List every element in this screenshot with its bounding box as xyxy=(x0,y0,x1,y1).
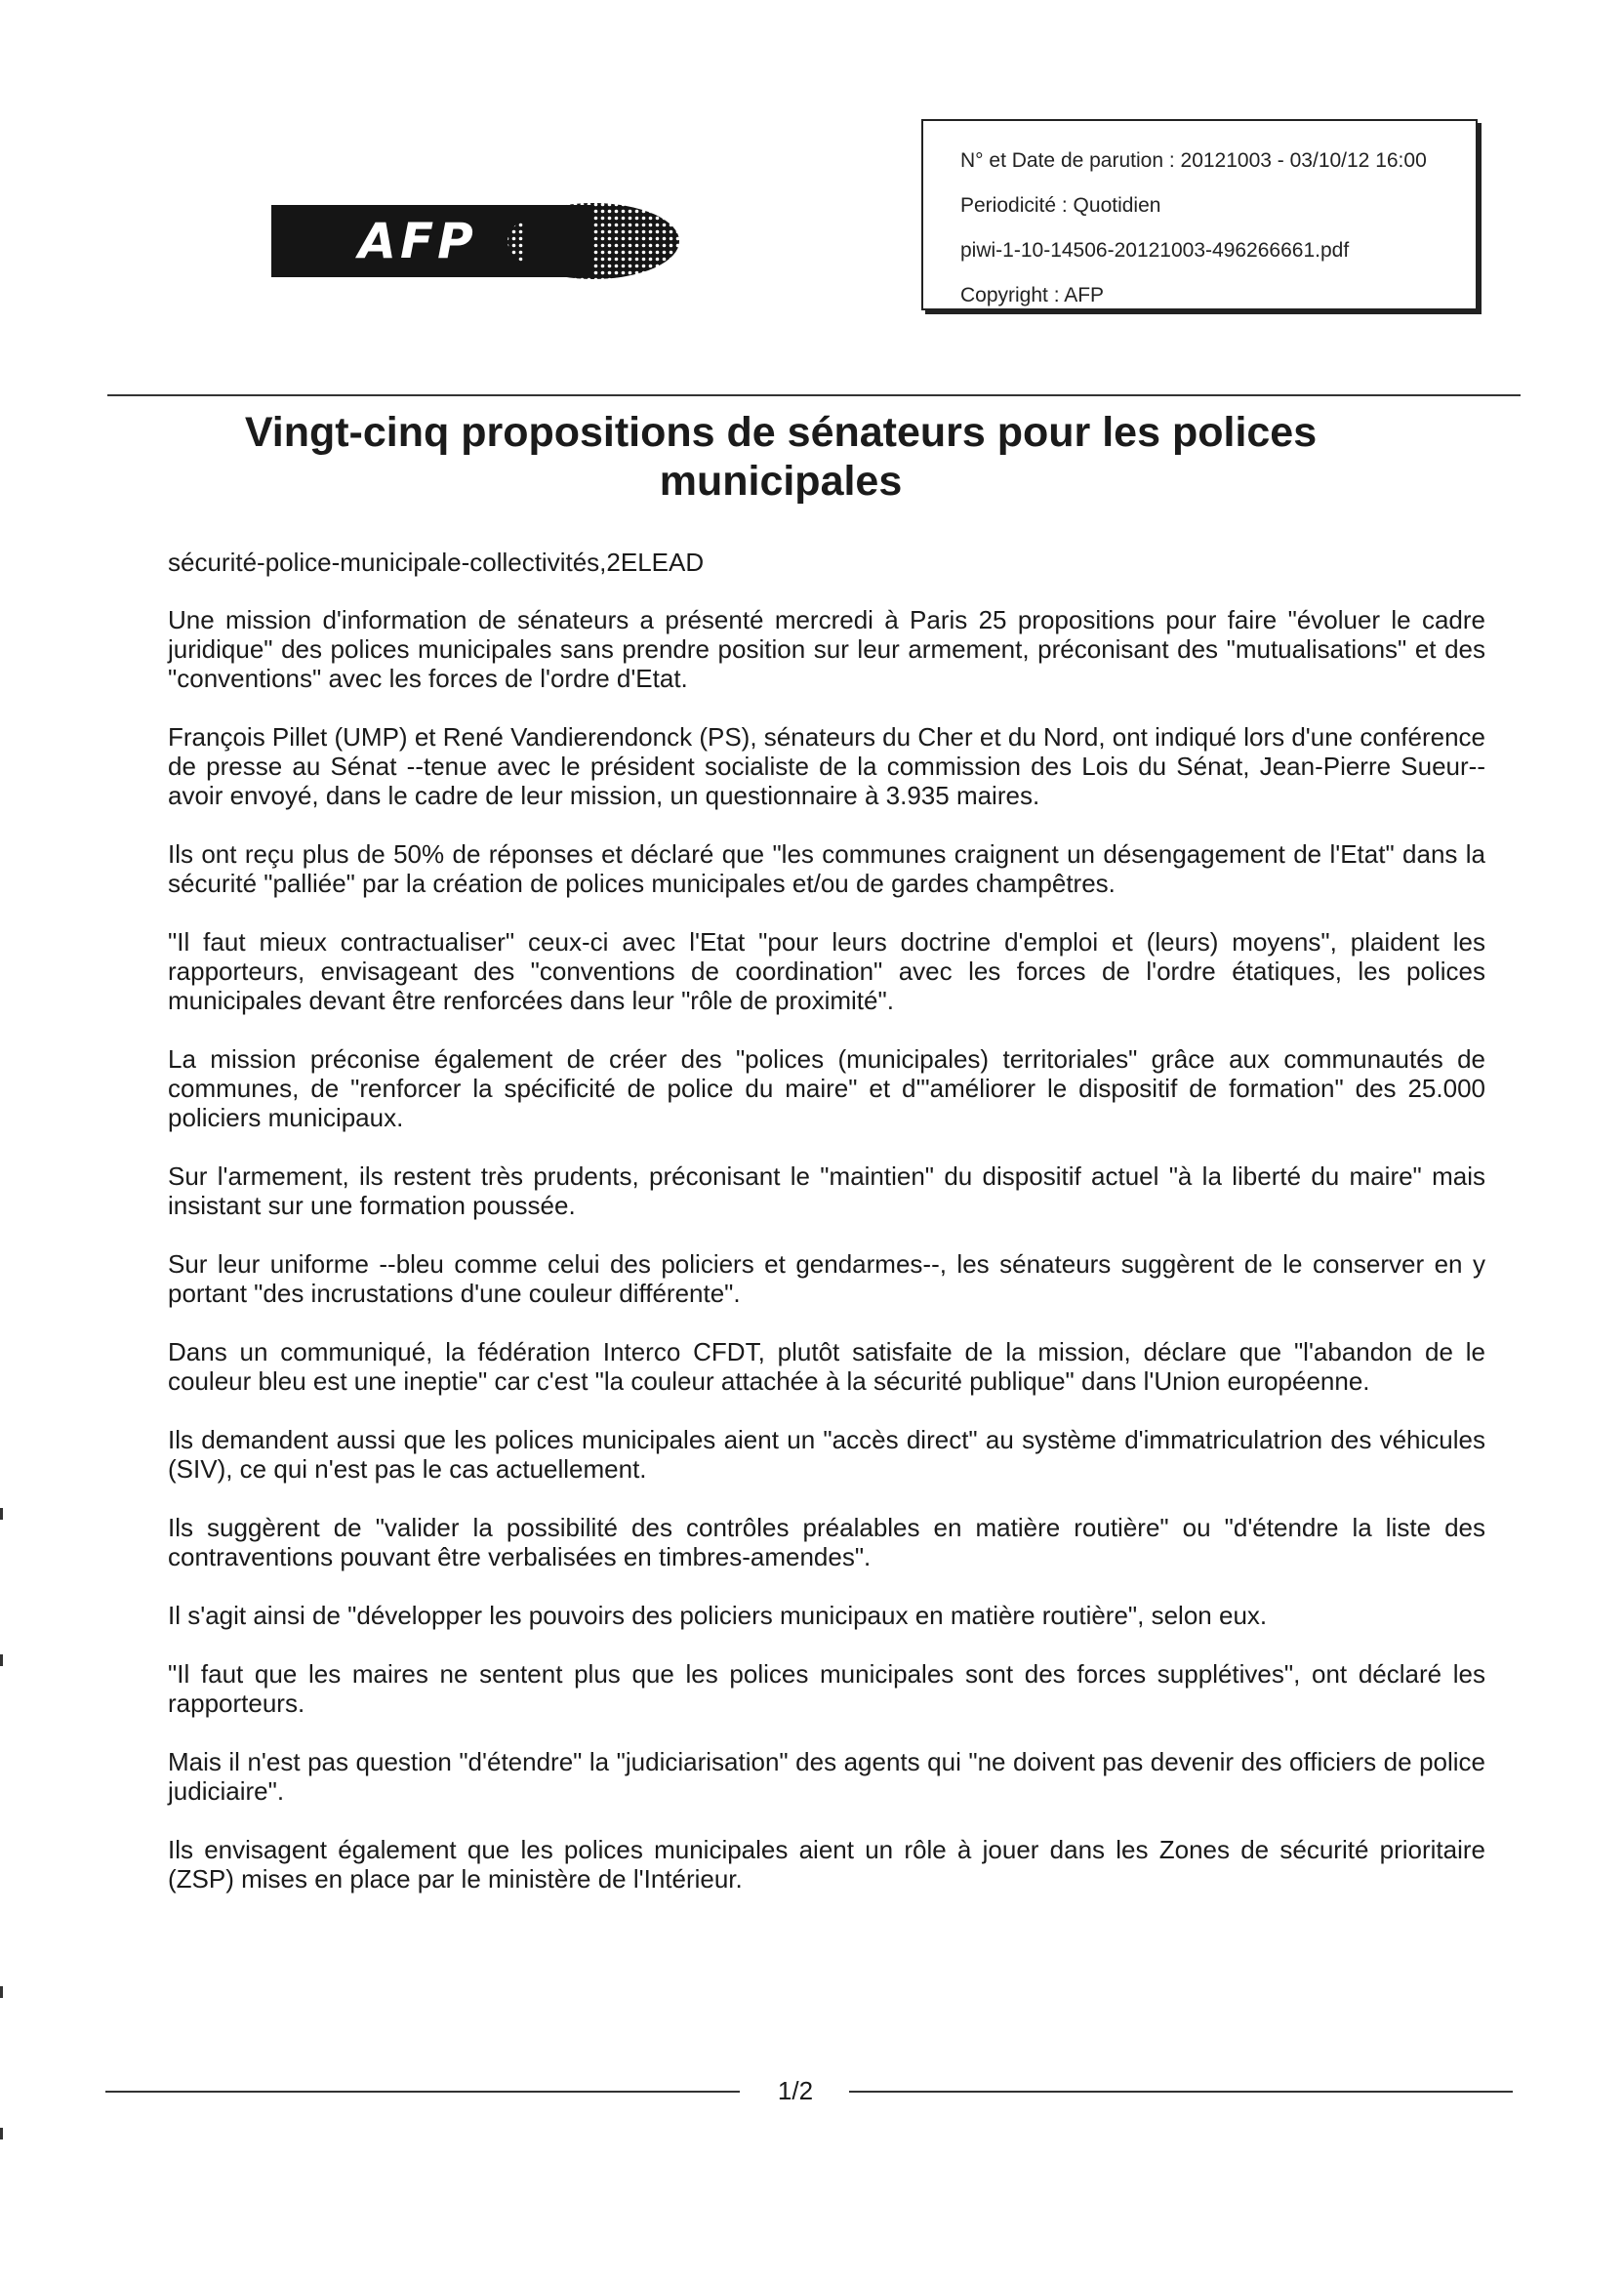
afp-logo-graphic xyxy=(271,201,679,281)
article-paragraph: Ils demandent aussi que les polices municipales aient un "accès direct" au système d'immatriculatrion des véhicules (SIV), ce qui n'est pas le cas actuellement. xyxy=(168,1425,1485,1484)
copyright-line: Copyright : AFP xyxy=(960,284,1105,306)
article-paragraph: Ils envisagent également que les polices municipales aient un rôle à jouer dans les Zones de sécurité prioritaire (ZSP) mises en place par le ministère de l'Intérieur. xyxy=(168,1835,1485,1894)
article-paragraph: "Il faut que les maires ne sentent plus que les polices municipales sont des forces supplétives", ont déclaré les rapporteurs. xyxy=(168,1659,1485,1718)
article-paragraph: La mission préconise également de créer des "polices (municipales) territoriales" grâce aux communautés de communes, de "renforcer la spécificité de police du maire" et d'"améliorer le dispositif de formation" des 25.000 policiers municipaux. xyxy=(168,1044,1485,1132)
footer-divider-right xyxy=(849,2091,1513,2093)
article-tags: sécurité-police-municipale-collectivités,2ELEAD xyxy=(168,548,705,577)
scan-edge-mark xyxy=(0,1654,3,1666)
publication-info-box xyxy=(921,119,1478,310)
article-paragraph: Il s'agit ainsi de "développer les pouvoirs des policiers municipaux en matière routière", selon eux. xyxy=(168,1601,1268,1630)
article-paragraph: Ils ont reçu plus de 50% de réponses et déclaré que "les communes craignent un désengagement de l'Etat" dans la sécurité "palliée" par la création de polices municipales et/ou de gardes champêtres. xyxy=(168,839,1485,898)
page-number: 1/2 xyxy=(777,2076,814,2105)
article-body xyxy=(168,605,1485,1923)
article-paragraph: Dans un communiqué, la fédération Interco CFDT, plutôt satisfaite de la mission, déclare que "l'abandon de le couleur bleu est une ineptie" car c'est "la couleur attachée à la sécurité publique" dans l'Union européenne. xyxy=(168,1337,1485,1396)
article-paragraph: Sur l'armement, ils restent très prudents, préconisant le "maintien" du dispositif actuel "à la liberté du maire" mais insistant sur une formation poussée. xyxy=(168,1161,1485,1220)
scan-edge-mark xyxy=(0,1986,3,1998)
publication-date-line: N° et Date de parution : 20121003 - 03/10/12 16:00 xyxy=(960,149,1427,172)
afp-logo-text: AFP xyxy=(358,213,477,269)
afp-logo xyxy=(271,201,679,281)
article-title: Vingt-cinq propositions de sénateurs pour les polices municipales xyxy=(244,409,1318,505)
article-paragraph: "Il faut mieux contractualiser" ceux-ci avec l'Etat "pour leurs doctrine d'emploi et (leurs) moyens", plaident les rapporteurs, envisageant des "conventions de coordination" avec les forces de l'ordre étatiques, les polices municipales devant être renforcées dans leur "rôle de proximité". xyxy=(168,927,1485,1015)
scan-edge-mark xyxy=(0,2128,3,2139)
article-paragraph: François Pillet (UMP) et René Vandierendonck (PS), sénateurs du Cher et du Nord, ont indiqué lors d'une conférence de presse au Sénat --tenue avec le président socialiste de la commission des Lois du Sénat, Jean-Pierre Sueur-- avoir envoyé, dans le cadre de leur mission, un questionnaire à 3.935 maires. xyxy=(168,722,1485,810)
scan-edge-mark xyxy=(0,1508,3,1520)
header-divider xyxy=(107,394,1521,396)
article-paragraph: Ils suggèrent de "valider la possibilité des contrôles préalables en matière routière" ou "d'étendre la liste des contraventions pouvant être verbalisées en timbres-amendes". xyxy=(168,1513,1485,1571)
article-paragraph: Une mission d'information de sénateurs a présenté mercredi à Paris 25 propositions pour faire "évoluer le cadre juridique" des polices municipales sans prendre position sur leur armement, préconisant des "mutualisations" et des "conventions" avec les forces de l'ordre d'Etat. xyxy=(168,605,1485,693)
filename-line: piwi-1-10-14506-20121003-496266661.pdf xyxy=(960,239,1350,262)
article-paragraph: Sur leur uniforme --bleu comme celui des policiers et gendarmes--, les sénateurs suggèrent de le conserver en y portant "des incrustations d'une couleur différente". xyxy=(168,1249,1485,1308)
footer-divider-left xyxy=(105,2091,740,2093)
periodicity-line: Periodicité : Quotidien xyxy=(960,194,1161,217)
article-paragraph: Mais il n'est pas question "d'étendre" la "judiciarisation" des agents qui "ne doivent pas devenir des officiers de police judiciaire". xyxy=(168,1747,1485,1806)
